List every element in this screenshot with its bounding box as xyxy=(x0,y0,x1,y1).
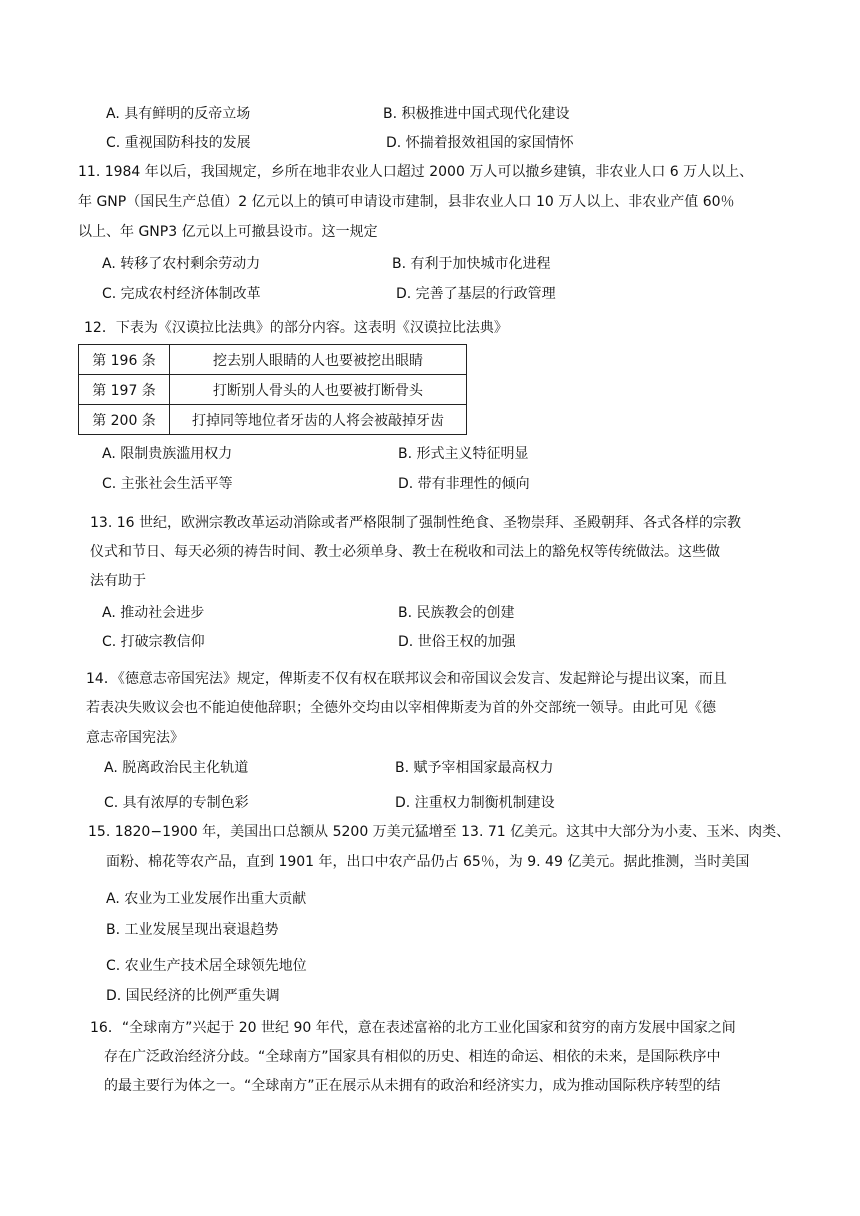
q12-option-d: D. 带有非理性的倾向 xyxy=(398,476,530,492)
article-number: 第 197 条 xyxy=(79,375,170,405)
q15-option-b: B. 工业发展呈现出衰退趋势 xyxy=(106,922,279,938)
q13-option-a: A. 推动社会进步 xyxy=(102,605,205,621)
article-number: 第 196 条 xyxy=(79,345,170,375)
q12-option-c: C. 主张社会生活平等 xyxy=(102,476,233,492)
article-content: 挖去别人眼睛的人也要被挖出眼睛 xyxy=(170,345,467,375)
q13-option-b: B. 民族教会的创建 xyxy=(398,605,515,621)
q15-option-d: D. 国民经济的比例严重失调 xyxy=(106,988,280,1004)
table-row xyxy=(79,405,467,435)
q12-option-b: B. 形式主义特征明显 xyxy=(398,446,529,462)
q13-option-d: D. 世俗王权的加强 xyxy=(398,634,516,650)
q11-stem-line-3: 以上、年 GNP3 亿元以上可撤县设市。这一规定 xyxy=(78,224,378,240)
q13-stem-line-3: 法有助于 xyxy=(90,573,146,589)
law-table xyxy=(78,344,467,435)
q14-stem-line-3: 意志帝国宪法》 xyxy=(86,730,184,746)
table-row xyxy=(79,375,467,405)
q14-stem-line-2: 若表决失败议会也不能迫使他辞职；全德外交均由以宰相俾斯麦为首的外交部统一领导。由此可见《德 xyxy=(86,700,716,716)
q10-option-b: B. 积极推进中国式现代化建设 xyxy=(383,106,570,122)
q11-option-b: B. 有利于加快城市化进程 xyxy=(392,256,551,272)
q11-option-c: C. 完成农村经济体制改革 xyxy=(102,286,261,302)
q11-stem-line-2: 年 GNP（国民生产总值）2 亿元以上的镇可申请设市建制，县非农业人口 10 万人以上、非农业产值 60％ xyxy=(78,194,735,210)
q15-option-a: A. 农业为工业发展作出重大贡献 xyxy=(106,891,307,907)
q10-option-a: A. 具有鲜明的反帝立场 xyxy=(106,106,251,122)
q16-stem-line-1: 16．“全球南方”兴起于 20 世纪 90 年代，意在表述富裕的北方工业化国家和贫穷的南方发展中国家之间 xyxy=(90,1020,736,1036)
q14-option-a: A. 脱离政治民主化轨道 xyxy=(104,760,249,776)
q14-stem-line-1: 14．《德意志帝国宪法》规定，俾斯麦不仅有权在联邦议会和帝国议会发言、发起辩论与提出议案，而且 xyxy=(86,671,727,687)
article-content: 打断别人骨头的人也要被打断骨头 xyxy=(170,375,467,405)
q10-option-c: C. 重视国防科技的发展 xyxy=(106,135,251,151)
q13-option-c: C. 打破宗教信仰 xyxy=(102,634,205,650)
q13-stem-line-2: 仪式和节日、每天必须的祷告时间、教士必须单身、教士在税收和司法上的豁免权等传统做法。这些做 xyxy=(90,544,720,560)
q15-stem-line-2: 面粉、棉花等农产品，直到 1901 年，出口中农产品仍占 65％，为 9. 49 亿美元。据此推测，当时美国 xyxy=(106,854,750,870)
q16-stem-line-3: 的最主要行为体之一。“全球南方”正在展示从未拥有的政治和经济实力，成为推动国际秩序转型的结 xyxy=(104,1078,721,1094)
q13-stem-line-1: 13. 16 世纪，欧洲宗教改革运动消除或者严格限制了强制性绝食、圣物崇拜、圣殿朝拜、各式各样的宗教 xyxy=(90,515,741,531)
q11-option-a: A. 转移了农村剩余劳动力 xyxy=(102,256,261,272)
q11-stem-line-1: 11. 1984 年以后，我国规定，乡所在地非农业人口超过 2000 万人可以撤乡建镇，非农业人口 6 万人以上、 xyxy=(78,164,754,180)
q14-option-c: C. 具有浓厚的专制色彩 xyxy=(104,795,249,811)
q12-option-a: A. 限制贵族滥用权力 xyxy=(102,446,233,462)
q15-stem-line-1: 15. 1820−1900 年，美国出口总额从 5200 万美元猛增至 13. 71 亿美元。这其中大部分为小麦、玉米、肉类、 xyxy=(88,824,791,840)
q12-stem: 12．下表为《汉谟拉比法典》的部分内容。这表明《汉谟拉比法典》 xyxy=(84,320,508,336)
q15-option-c: C. 农业生产技术居全球领先地位 xyxy=(106,958,307,974)
q16-stem-line-2: 存在广泛政治经济分歧。“全球南方”国家具有相似的历史、相连的命运、相依的未来，是国际秩序中 xyxy=(104,1049,721,1065)
q14-option-d: D. 注重权力制衡机制建设 xyxy=(395,795,555,811)
q14-option-b: B. 赋予宰相国家最高权力 xyxy=(395,760,554,776)
q10-option-d: D. 怀揣着报效祖国的家国情怀 xyxy=(386,135,574,151)
article-content: 打掉同等地位者牙齿的人将会被敲掉牙齿 xyxy=(170,405,467,435)
article-number: 第 200 条 xyxy=(79,405,170,435)
table-row xyxy=(79,345,467,375)
q11-option-d: D. 完善了基层的行政管理 xyxy=(396,286,556,302)
